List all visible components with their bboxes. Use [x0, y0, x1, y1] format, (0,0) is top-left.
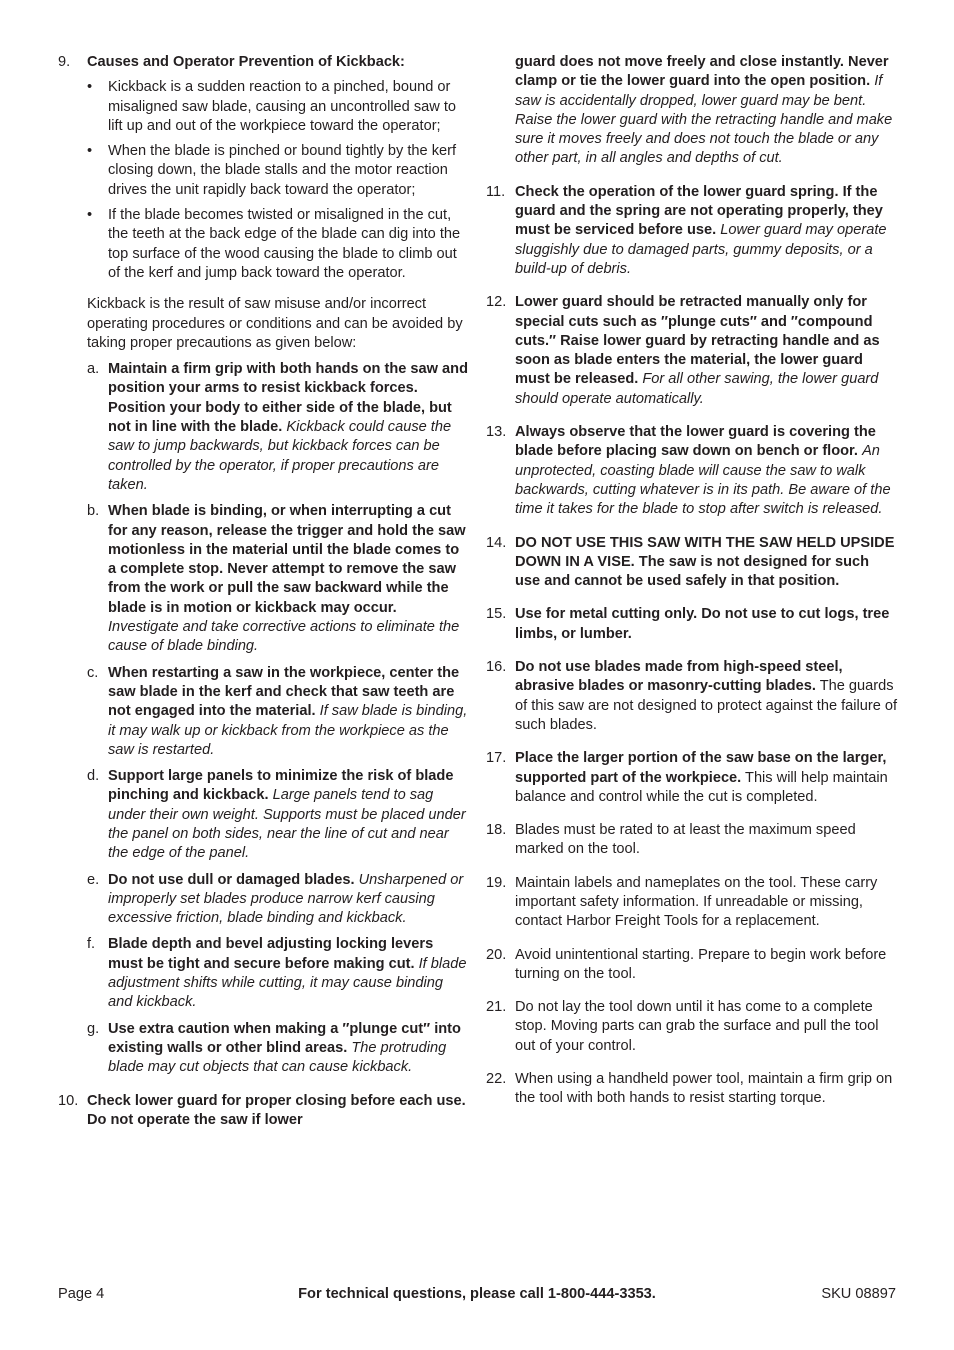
sub-item-bold-text: Do not use dull or damaged blades.	[108, 871, 355, 888]
item-bold-text: Place the larger portion of the saw base on the larger, supported part of the workpiece.	[515, 750, 887, 786]
page-footer	[58, 1285, 896, 1305]
left-column	[58, 53, 470, 1144]
item-bold-text: Lower guard should be retracted manually only for special cuts such as ″plunge cuts″ and ″compound cuts.″ Raise lower guard by retracting handle and as soon as blade enters the material, the lower guard must be released.	[515, 294, 880, 388]
item-normal-text: Avoid unintentional starting. Prepare to begin work before turning on the tool.	[515, 946, 887, 982]
item-italic-text: Lower guard may operate sluggishly due to damaged parts, gummy deposits, or a build-up of debris.	[515, 222, 887, 277]
bullet-item	[87, 206, 470, 283]
bullet-symbol: •	[87, 79, 93, 96]
item-21	[486, 998, 898, 1056]
sub-item-d	[87, 767, 470, 863]
item-normal-text: Maintain labels and nameplates on the tool. These carry important safety information. If unreadable or missing, contact Harbor Freight Tools for a replacement.	[515, 874, 878, 930]
item-normal-text: The guards of this saw are not designed to protect against the failure of such blades.	[515, 678, 898, 733]
sub-item-b	[87, 502, 470, 656]
item-12	[486, 293, 898, 409]
item-15	[486, 605, 898, 644]
item-number: 17.	[486, 750, 507, 767]
page-number: Page 4	[58, 1286, 105, 1302]
sub-item-e	[87, 871, 470, 929]
sub-item-bold-text: Blade depth and bevel adjusting locking levers must be tight and secure before making cut.	[108, 936, 434, 972]
item-number: 22.	[486, 1071, 507, 1088]
sku-number: SKU 08897	[821, 1286, 896, 1302]
sub-item-bold-text: Maintain a firm grip with both hands on the saw and position your arms to resist kickback forces. Position your body to either side of the blade, but not in line with the blade.	[108, 361, 468, 436]
sub-item-italic-text: Kickback could cause the saw to jump backwards, but kickback forces can be controlled by the operator, if proper precautions are taken.	[108, 419, 452, 493]
sub-item-italic-text: Large panels tend to sag under their own weight. Supports must be placed under the panel on both sides, near the line of cut and near the edge of the panel.	[108, 787, 466, 862]
item-number: 19.	[486, 874, 507, 891]
item-italic-text: If saw is accidentally dropped, lower guard may be bent. Raise the lower guard with the retracting handle and make sure it moves freely and does not touch the blade or any other part, in all angles and depths of cut.	[515, 73, 893, 167]
item-10	[58, 1092, 470, 1131]
sub-item-italic-text: If saw blade is binding, it may walk up or kickback from the workpiece as the saw is restarted.	[108, 703, 468, 758]
bullet-text: Kickback is a sudden reaction to a pinched, bound or misaligned saw blade, causing an uncontrolled saw to lift up and out of the workpiece toward the operator;	[108, 79, 457, 134]
item-number: 15.	[486, 606, 507, 623]
sub-item-letter: d.	[87, 768, 100, 785]
item-18	[486, 821, 898, 860]
item-bold-text: Use for metal cutting only. Do not use to cut logs, tree limbs, or lumber.	[515, 606, 890, 642]
item-13	[486, 423, 898, 519]
sub-item-italic-text: Investigate and take corrective actions to eliminate the cause of blade binding.	[108, 619, 460, 655]
bullet-text: When the blade is pinched or bound tightly by the kerf closing down, the blade stalls and the motor reaction drives the unit rapidly back toward the operator;	[108, 143, 457, 198]
item-20	[486, 946, 898, 985]
sub-item-italic-text: The protruding blade may cut objects that can cause kickback.	[108, 1039, 447, 1076]
sub-item-f	[87, 935, 470, 1012]
sub-item-italic-text: If blade adjustment shifts while cutting, it may cause binding and kickback.	[108, 955, 467, 1011]
sub-item-c	[87, 664, 470, 760]
item-14	[486, 534, 898, 592]
item-16	[486, 658, 898, 735]
kickback-paragraph: Kickback is the result of saw misuse and/or incorrect operating procedures or conditions and can be avoided by taking proper precautions as given below:	[87, 296, 463, 351]
item-heading: Causes and Operator Prevention of Kickback:	[87, 54, 405, 70]
item-normal-text: This will help maintain balance and control while the cut is completed.	[515, 769, 888, 805]
item-bold-text: guard does not move freely and close instantly. Never clamp or tie the lower guard into the open position.	[515, 54, 889, 90]
item-bold-text: Always observe that the lower guard is covering the blade before placing saw down on bench or floor.	[515, 424, 876, 460]
item-19	[486, 874, 898, 932]
item-number: 21.	[486, 999, 507, 1016]
sub-item-letter: e.	[87, 871, 100, 888]
bullet-text: If the blade becomes twisted or misaligned in the cut, the teeth at the back edge of the blade can dig into the top surface of the wood causing the blade to climb out of the kerf and jump back toward the operator.	[108, 207, 461, 281]
right-column	[486, 53, 898, 1123]
item-9	[58, 53, 470, 1078]
sub-item-letter: c.	[87, 664, 99, 681]
sub-item-bold-text: Support large panels to minimize the risk of blade pinching and kickback.	[108, 768, 454, 804]
sub-item-letter: g.	[87, 1020, 100, 1037]
sub-item-italic-text: Unsharpened or improperly set blades produce narrow kerf causing excessive friction, blade binding and kickback.	[108, 871, 464, 927]
item-number: 13.	[486, 424, 507, 441]
item-bold-text: Check lower guard for proper closing before each use. Do not operate the saw if lower	[87, 1092, 466, 1128]
item-number: 16.	[486, 659, 507, 676]
bullet-symbol: •	[87, 207, 93, 224]
sub-item-a	[87, 360, 470, 495]
item-22	[486, 1070, 898, 1109]
item-number: 18.	[486, 822, 507, 839]
item-italic-text: For all other sawing, the lower guard should operate automatically.	[515, 371, 879, 407]
item-bold-text: Check the operation of the lower guard spring. If the guard and the spring are not operating properly, they must be serviced before use.	[515, 183, 883, 239]
item-normal-text: When using a handheld power tool, maintain a firm grip on the tool with both hands to resist starting torque.	[515, 1071, 893, 1107]
sub-item-letter: b.	[87, 503, 100, 520]
sub-item-bold-text: When restarting a saw in the workpiece, center the saw blade in the kerf and check that saw teeth are not engaged into the material.	[108, 664, 460, 720]
item-10-continued	[486, 53, 898, 169]
item-number: 10.	[58, 1092, 79, 1109]
sub-item-bold-text: When blade is binding, or when interrupting a cut for any reason, release the trigger and hold the saw motionless in the material until the blade comes to a complete stop. Never attempt to remove the saw from the work or pull the saw backward while the blade is in motion or kickback may occur.	[108, 503, 466, 616]
item-italic-text: An unprotected, coasting blade will cause the saw to walk backwards, cutting whatever is in its path. Be aware of the time it takes for the blade to stop after switch is released.	[515, 443, 891, 518]
item-number: 11.	[486, 183, 506, 200]
bullet-item	[87, 78, 470, 136]
support-phone-line: For technical questions, please call 1-800-444-3353.	[298, 1286, 656, 1302]
sub-item-g	[87, 1020, 470, 1078]
item-bold-text: DO NOT USE THIS SAW WITH THE SAW HELD UPSIDE DOWN IN A VISE. The saw is not designed for such use and cannot be used safely in that position.	[515, 534, 895, 590]
bullet-symbol: •	[87, 143, 93, 160]
item-number: 9.	[58, 54, 71, 70]
item-normal-text: Do not lay the tool down until it has come to a complete stop. Moving parts can grab the surface and pull the tool out of your control.	[515, 999, 879, 1054]
item-normal-text: Blades must be rated to at least the maximum speed marked on the tool.	[515, 822, 856, 858]
sub-item-letter: a.	[87, 361, 100, 378]
item-11	[486, 183, 898, 279]
sub-item-letter: f.	[87, 936, 96, 953]
item-17	[486, 749, 898, 807]
item-number: 12.	[486, 294, 507, 311]
sub-item-bold-text: Use extra caution when making a ″plunge cut″ into existing walls or other blind areas.	[108, 1020, 461, 1056]
item-number: 20.	[486, 946, 507, 963]
bullet-item	[87, 142, 470, 200]
item-bold-text: Do not use blades made from high-speed steel, abrasive blades or masonry-cutting blades.	[515, 659, 843, 695]
item-number: 14.	[486, 534, 507, 551]
